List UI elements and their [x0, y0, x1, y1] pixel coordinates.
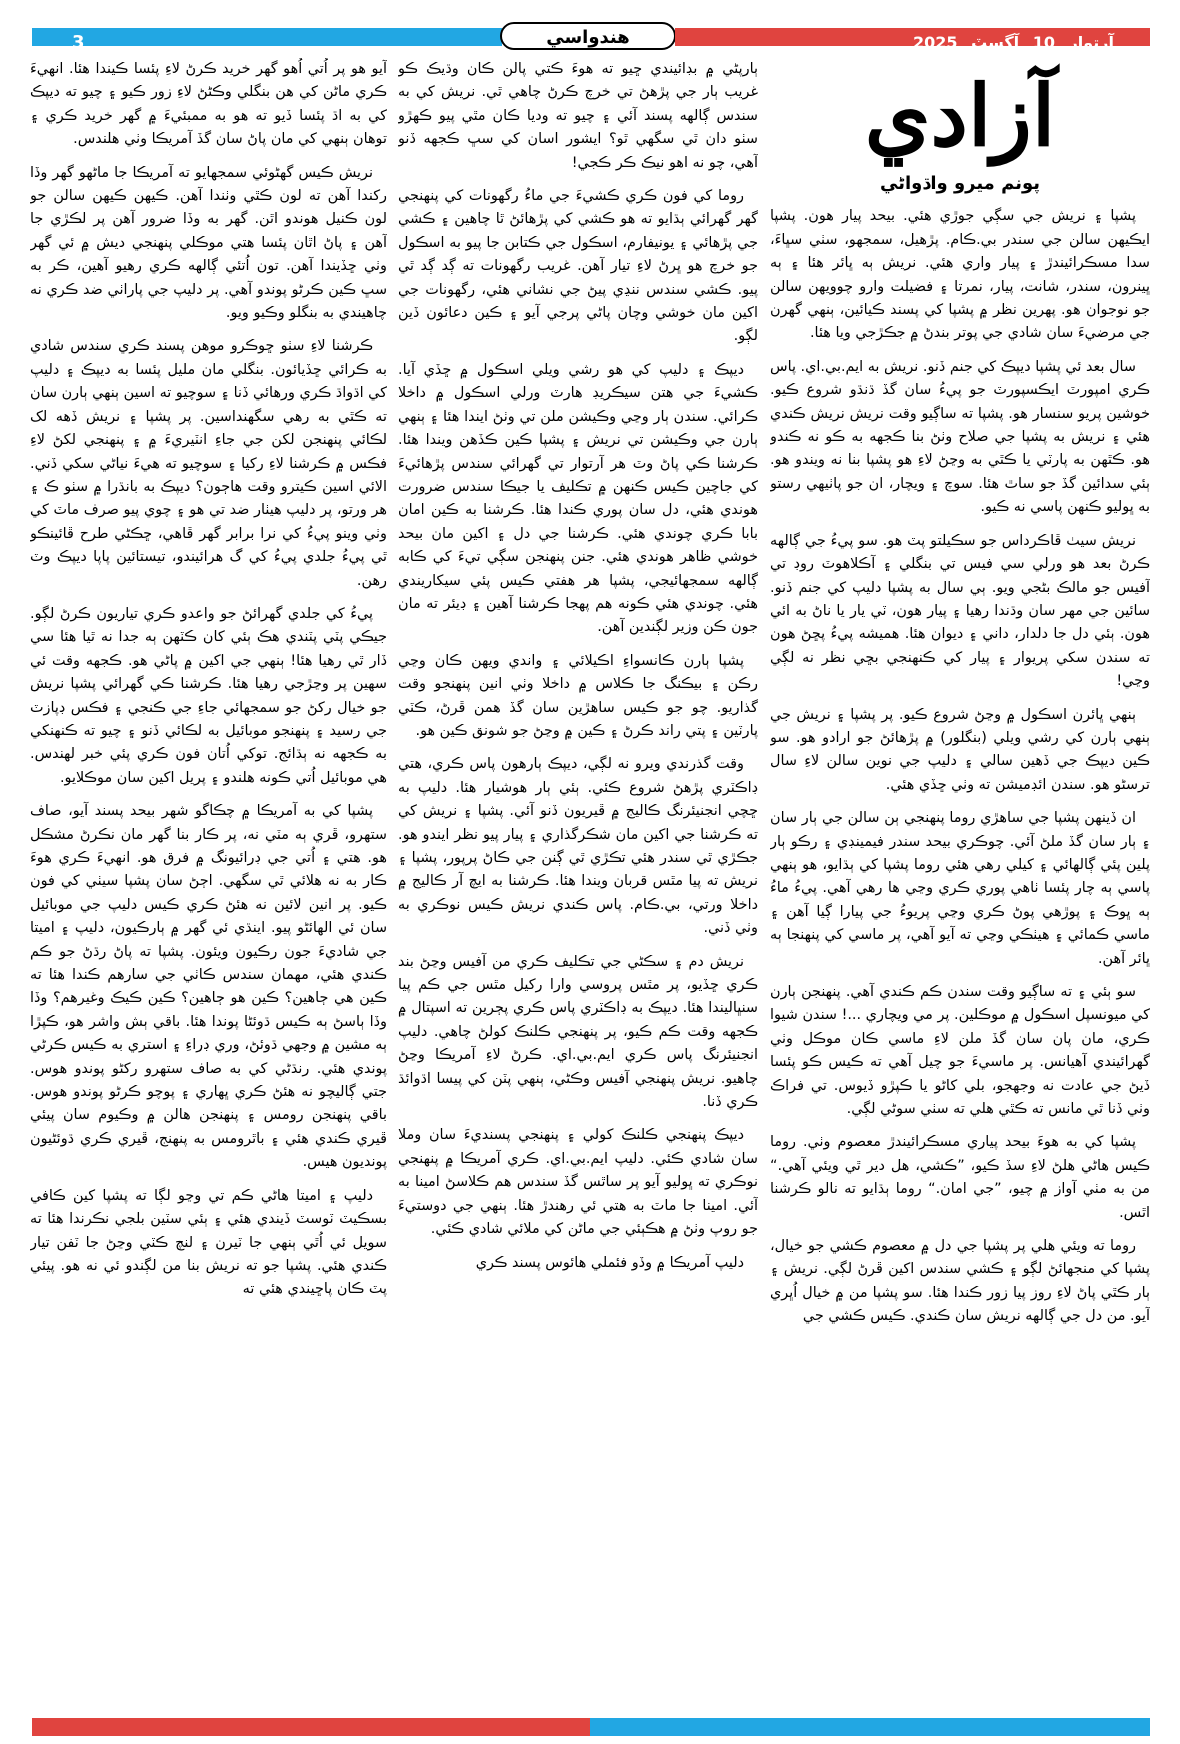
footer-bar-right — [590, 1718, 1150, 1736]
page-footer — [32, 1718, 1150, 1736]
paragraph: روما ته ويئي هلي پر پشپا جي دل ۾ معصوم ڪشي جو خيال، پشپا کي منجهائڻ لڳو ۽ ڪشي سندس اکين ڦرڻ لڳي. نريش ۽ ٻار ڪٿي پاڻ لاءِ روز پيا زور ڪندا هئا. سو پشپا من ۾ خيال اُڀري آيو. من دل جي ڳالهه نريش سان ڪندي. ڪيس ڪشي جي — [770, 1238, 1150, 1325]
paragraph: سال بعد ئي پشپا ديپڪ کي جنم ڏنو. نريش به ايم.بي.اي. پاس ڪري امپورٽ ايڪسپورٽ جو پيءُ سان گڏ ڌنڌو شروع ڪيو. خوشين پريو سنسار هو. پشپا ته ساڳيو وقت نريش نريش ڪندي هئي ۽ نريش به پشپا جي صلاح وٺڻ بنا ڪجهه به ڪو نه ڪندو هو. ڪٿهن به پارٽي يا ڪٿي به وڃڻ لاءِ هو پشپا بنا نه ويندو هو. ٻئي سدائين گڏ جو ساٿ هئا. سوچ ۽ ويچار، ان جو پاٺيهي رستو به ڀوليو ڪنهن پاسي نه ڪيو. — [770, 358, 1150, 516]
date-year: 2025 — [913, 33, 958, 52]
column-1 — [770, 58, 1150, 1678]
issue-date — [905, 33, 1114, 52]
paragraph: پشپا کي به آمريڪا ۾ چڪاگو شهر بيحد پسند آيو، صاف ستهرو، ڦري ٻه مٽي نه، پر ڪار بنا گهر مان نڪرڻ مشڪل هو. هتي ۽ اُتي جي ڊرائيونگ ۾ فرق هو. انهيءَ ڪري هوءَ ڪار به نه هلائي ٿي سگهي. اڄڻ سان پشپا سيٺي کي فون ڪيو. پر انين لائين نه هئڻ ڪري ڪيس دليپ جي موبائيل سان ئي الهائڻو پيو. اينڌي ئي گهر ۾ ٻارڪيون، دليپ ۽ اميتا جي شاديءَ جون رڪيون ويئون. پشپا ته پاڻ رڌڻ جو ڪم ڪندي هئي، مهمان سندس ڪاٺي جي سارهم ڪندا هئا ته ڪين هي ڄاهين؟ ڪين هو ڄاهين؟ ڪين ڪيڪ وغيرهم؟ وڏا وڏا ٻاسڻ ٻه ڪيس ڌوئڻا پوندا هئا. باقي ٻش واشر هو، ڪپڙا ٻه مشين ۾ وجهي ڌوئڻ، وري ڊراءِ ۽ استري به ڪيس ڪرڻي پوندي هئي. رنڌڻي کي به صاف ستهرو رکڻو پوندو هوس. جتي ڳاليچو نه هئڻ ڪري ڀهاري ۽ پوچو ڪرڻو پوندو هوس. باقي پنهنجن رومس ۽ پنهنجن هالن ۾ وڪيوم سان پيئي ڦيري ڪندي هئي ۽ باٿرومس به پنهنج، ڦيري ڪري ڌوئڻيون پونديون هيس. — [30, 803, 387, 1171]
paragraph: پشپا کي به هوءَ بيحد پياري مسڪرائيندڙ معصوم وٺي. روما ڪيس هاڻي هلڻ لاءِ سڏ ڪيو، ”ڪشي، هل دير ٿي ويئي آهي.“ من به مٺي آواز ۾ چيو، ”جي امان.“ روما ٻڌايو ته نالو ڪرشنا اٿس. — [770, 1134, 1150, 1221]
header-bar-left — [32, 28, 502, 53]
page-header — [0, 22, 1180, 53]
paragraph: ديپڪ ۽ دليپ کي هو رشي ويلي اسڪول ۾ ڇڏي آيا. ڪشيءَ جي هتن سيڪريڊ هارٽ ورلي اسڪول ۾ داخلا ڪرائي. سندن ٻار وڃي وڪيشن ملن تي وٺڻ ايندا هئا ۽ ٻنهي ٻارن جي وڪيشن تي نريش ۽ پشپا ڪين ڪڏهن ويندا هئا. ڪرشنا ڪي پاڻ وٽ هر آرتوار تي گهرائي سندس پڙهائيءَ کي جاچين ڪيس ڪنهن ۾ تڪليف يا جيڪا سندس ضرورت هوندي هئي، دل سان پوري ڪندا هئا. ڪرشنا به ڪين امان بابا ڪري چوندي هئي. ڪرشنا جي دل ۽ اکين مان بيحد خوشي ظاهر هوندي هئي. جنن پنهنجن سڳي تيءَ کي ڪابه ڳالهه سمجهائيجي، پشپا هر هفتي ڪيس پئي سيکاريندي هئي. چوندي هئي ڪونه هم پهجا ڪرشنا آهين ۽ ڊيئر ته مان جون ڪن وزير لڳندين آهن. — [398, 361, 758, 636]
paragraph: ٻارپڻي ۾ بڊائيندي ڇيو ته هوءَ ڪتي پالن ڪان وڌيڪ ڪو غريب ٻار جي پڙهڻ تي خرچ ڪرڻ چاهي ٿي. نريش کي به سندس ڳالهه پسند آئي ۽ چيو ته وديا ڪان مٿي پيو ڪهڙو سٺو دان ٿي سگهي ٿو؟ ايشور اسان کي سڀ ڪجهه ڏنو آهي، چو نه اهو نيڪ ڪر ڪجي! — [398, 61, 758, 171]
header-bar-right — [675, 28, 1150, 52]
paragraph: پيءُ کي جلدي گهرائڻ جو واعدو ڪري تياريون ڪرڻ لڳو. جيڪي پٽي پٽندي هڪ ٻئي کان ڪٽهن ٻه جدا نه ٿيا هئا سي ڏار ٿي رهيا هئا! ٻنهي جي اکين ۾ پاڻي هو. ڪجهه وقت ئي سهين پر وڃڙجي رهيا هئا. ڪرشنا ڪي گهرائي پشپا نريش جو خيال رکڻ جو سمجهائي جاءِ جي ڪنجي ۽ فڪس ڊپازٽ جي رسيد ۽ پنهنجو موبائيل به لڪائي ڏنو ۽ چيو ته ڪنهنکي به ڪجهه نه ٻڌائج. توکي اُتان فون ڪري پئي خبر لهندس. هي موبائيل اُتي ڪونه هلندو ۽ پريل اکين سان موڪلايو. — [30, 605, 387, 786]
paragraph: پشپا ۽ نريش جي سڳي جوڙي هئي. بيحد پيار هون. پشپا ايڪيهن سالن جي سندر بي.ڪام. پڙهيل، سمجهو، سٺي سڀاءَ، سدا مسڪرائيندڙ ۽ پيار واري هئي. نريش ٻه ڀائر هئا ۽ ٻه ڀينرون، سندر، شانت، پيار، نمرتا ۽ فضيلت وارو چوويهن سالن جو نوجوان هو. پهرين نظر ۾ پشپا کي پسند ڪيائين، ٻنهي گهرن جي مرضيءَ سان شادي جي پوتر بندڻ ۾ جڪڙجي ويا هئا. — [770, 208, 1150, 342]
paragraph: وقت گذرندي ويرو نه لڳي، ديپڪ ٻارهون پاس ڪري، هتي ڊاڪٽري پڙهڻ شروع ڪئي. ٻئي ٻار هوشيار هئا. دليپ به ڇچي انجنيئرنگ ڪاليج ۾ ڦيريون ڏنو آئي. پشپا ۽ نريش کي ته ڪرشنا جي اکين مان شڪرگذاري ۽ پيار پيو نظر ايندو هو. جڪڙي ٿي سندر هئي تڪڙي ٿي ڳنن جي ڪاڻ پرپور، پشپا ۽ نريش ته پيا مٿس قربان ويندا هئا. ڪرشنا به ايچ آر ڪاليج ۾ داخلا ورتي، بي.ڪام. پاس ڪندي نريش ڪيس نوڪري به وٺي ڏني. — [398, 756, 758, 937]
footer-bar-left — [32, 1718, 590, 1736]
paragraph: آيو هو پر اُتي اُهو گهر خريد ڪرڻ لاءِ پئسا ڪيندا هئا. انهيءَ ڪري ماڻن کي هن بنگلي وڪڻڻ لاءِ زور ڪيو ۽ چيو ته ديپڪ کي به اڌ پئسا ڏيو ته هو به ممبئيءَ ۾ گهر خريد ڪري ۽ توهان ٻنهي کي مان پاڻ سان گڏ آمريڪا وٺي هلندس. — [30, 61, 387, 148]
paragraph: نريش ڪيس گهڻوئي سمجهايو ته آمريڪا جا ماڻهو گهر وڏا رکندا آهن ته لون ڪٿي وٺندا آهن. ڪيهن ڪيهن سالن جو لون ڪنيل هوندو اٿن. گهر به وڏا ضرور آهن پر لڪڙي جا آهن ۽ پاڻ اٿان پئسا هتي موڪلي پنهنجي ديش ۾ ئي گهر وٺي ڇڏيندا آهن. تون اُتئي ڳالهه ڪري رهيو آهين، ڪر به سڀ ڪين ڪرڻو پوندو آهي. پر دليپ جي پاراٺي ضد ڪري نه چاهيندي به بنگلو وڪيو ويو. — [30, 164, 387, 322]
column-2 — [398, 58, 758, 1678]
column-3 — [30, 58, 387, 1678]
paragraph: دليپ ۽ اميتا هاڻي ڪم تي وڃو لڳا ته پشپا کين ڪافي بسڪيٽ ٽوسٽ ڏيندي هئي ۽ ٻئي سٽين بلجي نڪرندا هئا ته سويل ئي اُٿي ٻنهي جا ٽيرن ۽ لنچ ڪٽي وڃڻ جا ٽفن تيار ڪندي هئي. پشپا جو ته نريش بنا من لڳندو ئي نه هو. پيئي پٽ ڪان پاڇيندي هئي ته — [30, 1187, 387, 1298]
paragraph: سو ٻئي ۽ ته ساڳيو وقت سندن ڪم ڪندي آهي. پنهنجن ٻارن کي ميونسپل اسڪول ۾ موڪلين. پر مي ويچاري ...! سندن شيوا ڪري، مان پان سان گڏ ملن لاءِ ماسي ڪان موڪل وٺي گهرائيندي آهيانس. پر ماسيءَ جو چيل آهي ته ڪيس ڪو پئسا ڏيڻ جي عادت نه وجهجو، بلي کاڻو يا ڪپڙو ڏيوس. تي فراڪ وٺي ڏنا ٿي مانس ته ڪٿي هلي ته سٺي سوڻي لڳي. — [770, 984, 1150, 1118]
date-day: 10 — [1032, 33, 1055, 52]
date-month: آگسٽ — [971, 33, 1020, 52]
paragraph: روما کي فون ڪري ڪشيءَ جي ماءُ رگهونات کي پنهنجي گهر گهرائي ٻڌايو ته هو ڪشي کي پڙهائڻ ٿا چاهين ۽ ڪشي جي پڙهائي ۽ يونيفارم، اسڪول جي ڪتابن جا پيو به اسڪول جو خرچ هو ڀرڻ لاءِ تيار آهن. غريب رگهونات ته ڳد ڳد ٿي پيو. ڪشي سندس ننڍي پيڻ جي نشاني هئي، رگهونات جي اکين مان خوشي وچان پاڻي پرجي آيو ۽ ڪين دعائون ڏين لڳو. — [398, 188, 758, 345]
paragraph: ان ڏينهن پشپا جي ساهڙي روما پنهنجي ٻن سالن جي ٻار سان ۽ ٻار سان گڏ ملڻ آئي. چوڪري بيحد سندر فيمينڊي ۽ رڪو ٻار پلين پئي ڳالهائي ۽ کيلي رهي هئي روما پشپا کي ٻڌايو، هو ٻنهي پاسي ٻه چار پئسا ٺاهي پوري ڪري وڃي ها رهي آهي. پيءُ ماءُ ٻه ڀوڪ ۽ پوڙهي پوڻ ڪري وڃي پريوءُ جي پيارا ڳيا آهن ۽ ماسي ڪمائي ۽ هيٺڪي وڃي ته آيو آهي، پر ماسي کي پنهنجا ٻه ڀائر آهن. — [770, 810, 1150, 967]
paragraph: نريش سيٺ ڦاڪرداس جو سڪيلتو پٽ هو. سو پيءُ جي ڳالهه ڪرڻ بعد هو ورلي سي فيس تي بنگلي ۽ آڪلاهوٽ روڊ تي آفيس جو مالڪ بڻجي ويو. ٻي سال به پشپا دليپ کي جنم ڏنو. سائين جي مهر سان وڌندا رهيا ۽ پيار هون، ٽي يار يا ناڻ به ائي هون. ٻئي دل جا دلدار، داني ۽ ديوان هئا. هميشه پيءُ پڇڻ هون ته سندن سکي پريوار ۽ پيار کي ڪنهنجي بڇي نظر نه لڳي وڃي! — [770, 532, 1150, 690]
story-title: آزادي — [864, 66, 1056, 165]
masthead-logo: هندواسي — [500, 22, 676, 50]
paragraph: نريش دم ۽ سڪڻي جي تڪليف ڪري من آفيس وڃڻ بند ڪري ڇڏيو، پر مٿس پروسي وارا رکيل مٿس جي ڪم پيا سنڀاليندا هئا. ديپڪ به ڊاڪٽري پاس ڪري پڄرين ته اسپتال ۾ ڪجهه وقت ڪم ڪيو، پر پنهنجي ڪلنڪ کولڻ چاهي. دليپ انجنيئرنگ پاس ڪري ايم.بي.اي. ڪرڻ لاءِ آمريڪا وڃڻ چاهيو. نريش پنهنجي آفيس وڪڻي، ٻنهي پٽن کي پيسا اڌوائڌ ڪري ڏنا. — [398, 953, 758, 1111]
paragraph: ٻنهي ڀائرن اسڪول ۾ وڃڻ شروع ڪيو. پر پشپا ۽ نريش جي ٻنهي ٻارن کي رشي ويلي (بنگلور) ۾ پڙهائڻ جو ارادو هو. سو ڪين ديپڪ جي ڏهين سالي ۽ دليپ جي نوين سالن لاءِ سال ترسڻو هو. سندن ائڊميشن ته وٺي ڇڏي هئي. — [770, 706, 1150, 793]
paragraph: ڪرشنا لاءِ سٺو ڇوڪرو موهن پسند ڪري سندس شادي به ڪرائي ڇڏيائون. بنگلي مان مليل پئسا به ديپڪ ۽ دليپ کي اڌواڌ ڪري ورهائي ڏنا ۽ سوچيو ته اسين ٻنهي ٻارن سان ته ڪٿي به رهي سگهنداسين. پر پشپا ۽ نريش ڏهه لک لڪائي پنهنجن لکن جي جاءِ انٽيريءَ ۾ ۽ پنهنجي لکڻ لاءِ فڪس ۾ ڪرشنا لاءِ رکيا ۽ سوچيو ته هيءَ نياڻي سکي ڏني. الائي اسين ڪيترو وقت هاڄون؟ ديپڪ به بانڌرا ۾ سٺو ڪ ۽ هر ورتو، پر دليپ هيٺار ضد تي هو ۽ چوي پيو صرف ماٽ کي وٺي وينو پيءُ کي نرا برابر گهر ڦاهي، ڇڪڻي طرح ڦائينڪو ٿي پيءُ جلدي پيءُ کي گ هرائيندو، تيستائين پاپا ديپڪ وٽ رهن. — [30, 338, 387, 589]
page-number: 3 — [72, 32, 85, 53]
story-byline: پونم ميرو واڌواڻي — [879, 173, 1041, 194]
article-body — [0, 58, 1180, 1678]
paragraph: ديپڪ پنهنجي ڪلنڪ کولي ۽ پنهنجي پسنديءَ سان وملا سان شادي ڪئي. دليپ ايم.بي.اي. ڪري آمريڪا ۾ پنهنجي نوڪري ته ڀوليو آيو پر ساٿس گڏ سندس هم ڪلاسڻ امينا به آئي. امينا جا ماٽ به هتي ئي رهندڙ هئا. ٻنهي جي دوستيءَ جو روپ وٺڻ ۾ هڪٻئي جي ماڻن کي ملائي شادي ڪئي. — [398, 1127, 758, 1238]
date-day-name: آرتوار — [1068, 33, 1114, 52]
paragraph: پشپا ٻارن ڪانسواءِ اڪيلائي ۽ واندي ويهن ڪان وڃي رڪن ۽ بيڪنگ جا ڪلاس ۾ داخلا وٺي انين پنهنجو وقت گذاريو. چو جو ڪيس ساهڙين سان گڏ همن ڦرڻ، ڪٽي پارٽين ۽ پتي راند ڪرڻ ۽ ڪين ۾ وڃڻ جو شونق ڪين هو. — [398, 652, 758, 739]
paragraph: دليپ آمريڪا ۾ وڏو فئملي هائوس پسند ڪري — [475, 1254, 744, 1271]
